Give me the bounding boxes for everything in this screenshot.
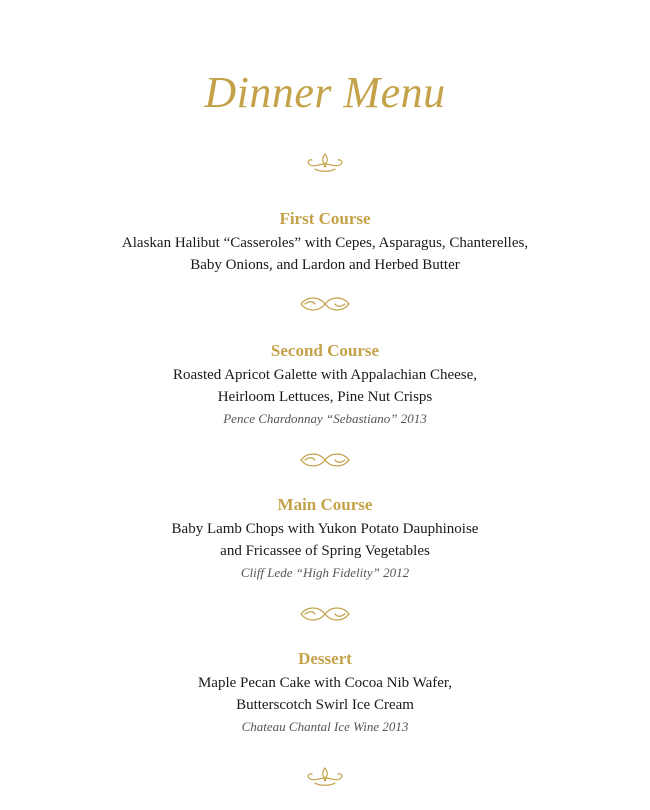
flourish-top-ornament: [0, 150, 650, 181]
scroll-flourish-icon: [297, 294, 353, 314]
course-title: Second Course: [270, 341, 380, 360]
flourish-bottom-ornament: [0, 764, 650, 795]
course-main: [0, 494, 650, 584]
scroll-flourish-icon: [297, 604, 353, 624]
course-dish-line: and Fricassee of Spring Vegetables: [220, 543, 430, 559]
flourish-icon: [305, 150, 345, 176]
page-title: Dinner Menu: [204, 68, 446, 117]
course-title: Main Course: [277, 495, 373, 514]
course-dish-line: Baby Lamb Chops with Yukon Potato Dauphinoise: [171, 521, 479, 537]
course-title: Dessert: [298, 649, 352, 668]
course-title: First Course: [279, 209, 371, 228]
course-dish-line: Alaskan Halibut “Casseroles” with Cepes, Asparagus, Chanterelles,: [121, 235, 529, 251]
scroll-divider-ornament: [0, 450, 650, 475]
scroll-divider-ornament: [0, 294, 650, 319]
course-dish-line: Roasted Apricot Galette with Appalachian Cheese,: [172, 367, 478, 383]
course-dish-line: Heirloom Lettuces, Pine Nut Crisps: [217, 389, 433, 405]
wine-pairing: Cliff Lede “High Fidelity” 2012: [240, 565, 410, 580]
wine-pairing: Pence Chardonnay “Sebastiano” 2013: [223, 411, 427, 426]
course-first: [0, 208, 650, 276]
scroll-flourish-icon: [297, 450, 353, 470]
course-dish-line: Baby Onions, and Lardon and Herbed Butter: [190, 257, 460, 273]
course-dish-line: Maple Pecan Cake with Cocoa Nib Wafer,: [197, 675, 453, 691]
flourish-icon: [305, 764, 345, 790]
course-dish-line: Butterscotch Swirl Ice Cream: [236, 697, 414, 713]
course-dessert: [0, 648, 650, 738]
wine-pairing: Chateau Chantal Ice Wine 2013: [241, 719, 409, 734]
course-second: [0, 340, 650, 430]
scroll-divider-ornament: [0, 604, 650, 629]
